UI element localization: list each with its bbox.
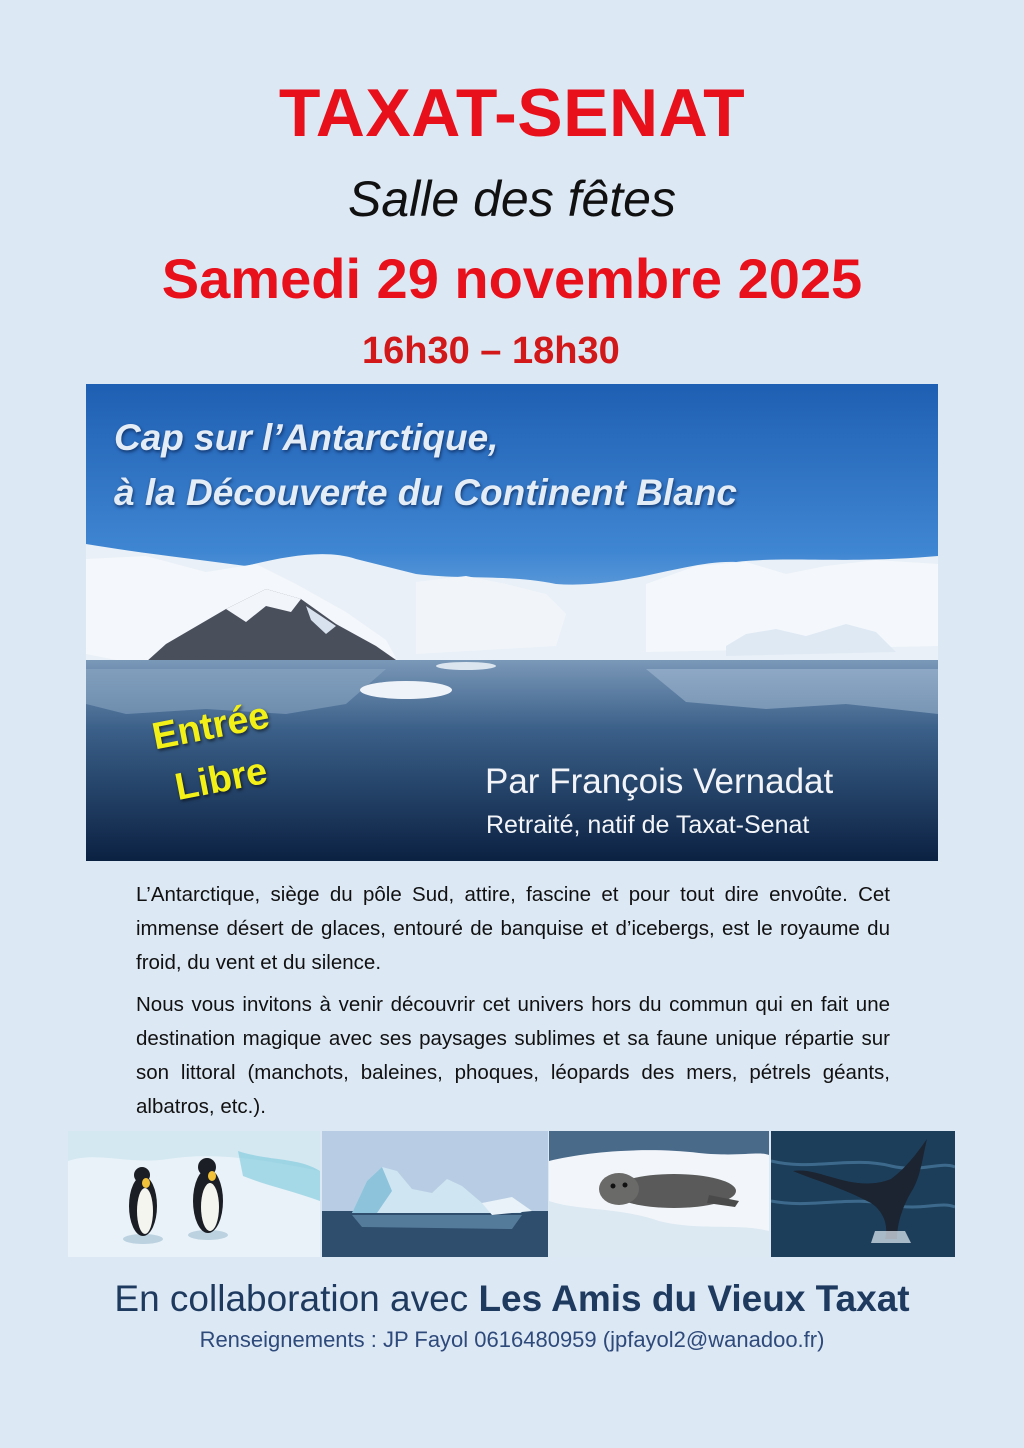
event-time: 16h30 – 18h30 bbox=[362, 330, 620, 372]
penguins-photo bbox=[68, 1131, 320, 1257]
collaboration-line bbox=[0, 1278, 1024, 1320]
free-entry-line1: Entrée bbox=[148, 694, 273, 759]
whale-tail-photo bbox=[771, 1131, 955, 1257]
whale-tail-icon bbox=[771, 1131, 955, 1257]
banner-title-line1: Cap sur l’Antarctique, bbox=[114, 417, 499, 458]
antarctic-banner bbox=[86, 384, 938, 861]
iceberg-photo bbox=[322, 1131, 548, 1257]
collaboration-organization: Les Amis du Vieux Taxat bbox=[478, 1278, 910, 1319]
venue-name: Salle des fêtes bbox=[348, 171, 676, 227]
description-paragraph-1: L’Antarctique, siège du pôle Sud, attire, fascine et pour tout dire envoûte. Cet immense désert de glaces, entouré de banquise et d’icebergs, est le royaume du froid, du vent et du silence. bbox=[136, 883, 890, 974]
speaker-description: Retraité, natif de Taxat-Senat bbox=[486, 811, 810, 839]
free-entry-line2: Libre bbox=[171, 750, 271, 809]
speaker-name: Par François Vernadat bbox=[485, 762, 834, 801]
contact-info: Renseignements : JP Fayol 0616480959 (jpfayol2@wanadoo.fr) bbox=[199, 1327, 825, 1352]
event-date: Samedi 29 novembre 2025 bbox=[161, 247, 863, 310]
seal-photo bbox=[549, 1131, 769, 1257]
seal-icon bbox=[549, 1131, 769, 1257]
iceberg-icon bbox=[322, 1131, 548, 1257]
description-paragraph-2: Nous vous invitons à venir découvrir cet univers hors du commun qui en fait une destination magique avec ses paysages sublimes et sa faune unique répartie sur son littoral (manchots, baleines, phoques, léopards des mers, pétrels géants, albatros, etc.). bbox=[136, 993, 890, 1118]
banner-title-line2: à la Découverte du Continent Blanc bbox=[114, 472, 737, 513]
event-location-title: TAXAT-SENAT bbox=[278, 75, 746, 151]
collaboration-prefix: En collaboration avec bbox=[114, 1278, 479, 1319]
penguins-icon bbox=[68, 1131, 320, 1257]
